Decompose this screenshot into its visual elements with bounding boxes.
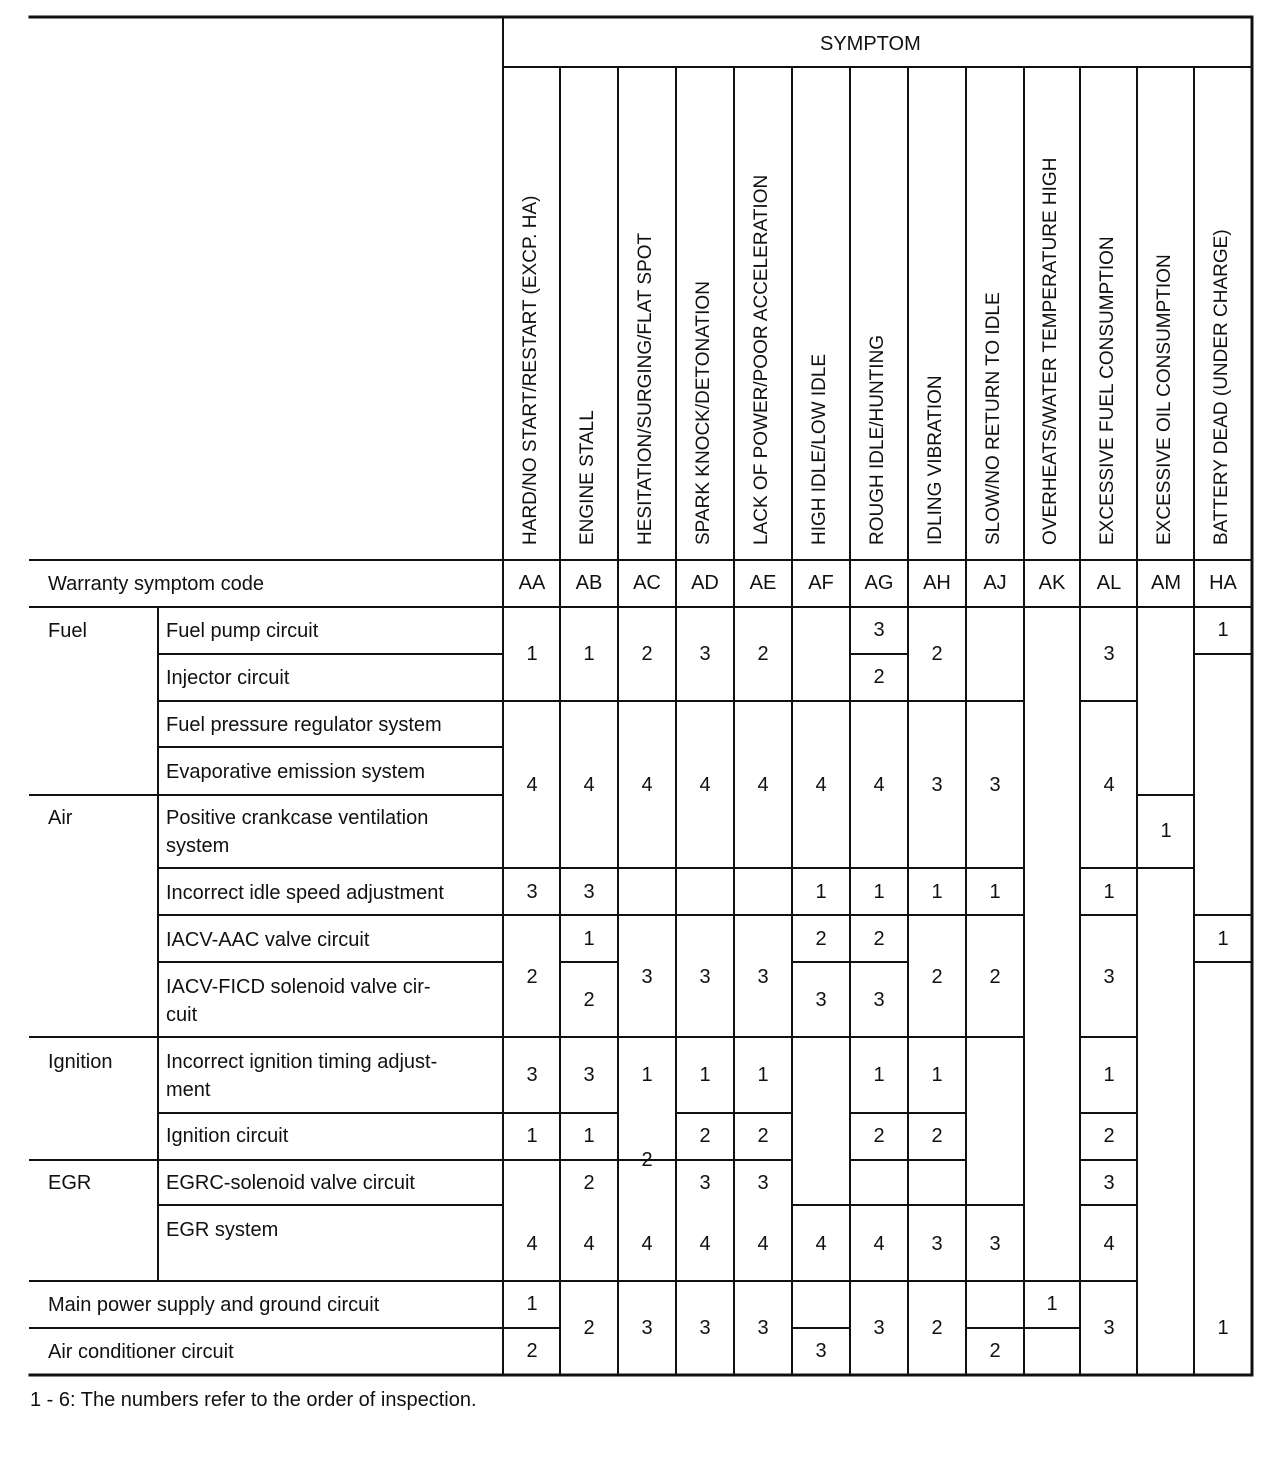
cell-value: 1	[1217, 1317, 1229, 1339]
cell-value: 2	[815, 928, 827, 950]
symptom-name-HA: BATTERY DEAD (UNDER CHARGE)	[1211, 229, 1232, 545]
item-iacv-aac: IACV-AAC valve circuit	[166, 929, 370, 951]
symptom-name-AH: IDLING VIBRATION	[925, 375, 946, 545]
cell-value: 3	[815, 1340, 827, 1362]
symptom-code-AD: AD	[691, 572, 719, 594]
cell-value: 2	[583, 989, 595, 1011]
cell-value: 2	[989, 1340, 1001, 1362]
cell-value: 1	[1046, 1293, 1058, 1315]
category-air: Air	[48, 807, 73, 829]
cell-value: 2	[641, 1149, 653, 1171]
cell-value: 4	[699, 1233, 711, 1255]
cell-value: 1	[757, 1064, 769, 1086]
cell-value: 4	[873, 774, 885, 796]
cell-value: 1	[931, 1064, 943, 1086]
symptom-code-AE: AE	[749, 572, 777, 594]
symptom-code-AG: AG	[864, 572, 894, 594]
cell-value: 2	[873, 666, 885, 688]
cell-value: 4	[526, 1233, 538, 1255]
cell-value: 1	[873, 1064, 885, 1086]
item-fuel-pump-circuit: Fuel pump circuit	[166, 620, 319, 642]
cell-value: 4	[526, 774, 538, 796]
cell-value: 3	[1103, 966, 1115, 988]
cell-value: 3	[931, 774, 943, 796]
cell-value: 4	[757, 774, 769, 796]
symptom-name-AE: LACK OF POWER/POOR ACCELERATION	[751, 174, 772, 545]
symptom-name-AK: OVERHEATS/WATER TEMPERATURE HIGH	[1040, 157, 1061, 545]
cell-value: 2	[757, 643, 769, 665]
cell-value: 1	[1217, 619, 1229, 641]
cell-value: 1	[526, 643, 538, 665]
cell-value: 2	[641, 643, 653, 665]
cell-value: 2	[931, 966, 943, 988]
item-egr-system: EGR system	[166, 1219, 279, 1241]
symptom-name-AC: HESITATION/SURGING/FLAT SPOT	[635, 232, 656, 545]
category-fuel: Fuel	[48, 620, 87, 642]
cell-value: 3	[873, 989, 885, 1011]
cell-value: 1	[815, 881, 827, 903]
item-fuel-pressure-regulator: Fuel pressure regulator system	[166, 714, 442, 736]
cell-value: 4	[583, 774, 595, 796]
item-egrc-solenoid: EGRC-solenoid valve circuit	[166, 1172, 415, 1194]
cell-value: 2	[583, 1317, 595, 1339]
cell-value: 4	[873, 1233, 885, 1255]
symptom-name-AA: HARD/NO START/RESTART (EXCP. HA)	[520, 195, 541, 545]
cell-value: 3	[815, 989, 827, 1011]
cell-value: 3	[757, 1317, 769, 1339]
cell-value: 3	[699, 966, 711, 988]
footnote: 1 - 6: The numbers refer to the order of inspection.	[30, 1389, 477, 1411]
item-iacv-ficd-line2: cuit	[166, 1004, 198, 1026]
symptom-code-HA: HA	[1209, 572, 1237, 594]
symptom-name-AJ: SLOW/NO RETURN TO IDLE	[983, 292, 1004, 545]
cell-value: 2	[873, 928, 885, 950]
cell-value: 3	[526, 1064, 538, 1086]
cell-value: 4	[815, 1233, 827, 1255]
cell-value: 3	[699, 1172, 711, 1194]
symptom-name-AL: EXCESSIVE FUEL CONSUMPTION	[1097, 236, 1118, 545]
cell-value: 1	[873, 881, 885, 903]
item-evaporative-emission: Evaporative emission system	[166, 761, 425, 783]
symptom-name-AF: HIGH IDLE/LOW IDLE	[809, 353, 830, 545]
cell-value: 3	[699, 643, 711, 665]
cell-value: 2	[526, 966, 538, 988]
symptom-name-AG: ROUGH IDLE/HUNTING	[867, 334, 888, 545]
cell-value: 4	[583, 1233, 595, 1255]
symptom-name-AM: EXCESSIVE OIL CONSUMPTION	[1154, 254, 1175, 545]
warranty-code-label: Warranty symptom code	[48, 573, 264, 595]
cell-value: 4	[699, 774, 711, 796]
symptom-code-AH: AH	[923, 572, 951, 594]
cell-value: 1	[583, 1125, 595, 1147]
cell-value: 3	[873, 619, 885, 641]
cell-value: 2	[989, 966, 1001, 988]
cell-value: 2	[526, 1340, 538, 1362]
item-iacv-ficd-line1: IACV-FICD solenoid valve cir-	[166, 976, 431, 998]
cell-value: 1	[931, 881, 943, 903]
cell-value: 3	[1103, 1172, 1115, 1194]
cell-value: 1	[989, 881, 1001, 903]
category-ignition: Ignition	[48, 1051, 113, 1073]
cell-value: 4	[641, 774, 653, 796]
cell-value: 4	[1103, 1233, 1115, 1255]
cell-value: 4	[757, 1233, 769, 1255]
item-pcv-line1: Positive crankcase ventilation	[166, 807, 429, 829]
cell-value: 2	[1103, 1125, 1115, 1147]
cell-value: 1	[1160, 820, 1172, 842]
symptom-code-AF: AF	[808, 572, 834, 594]
cell-value: 3	[641, 966, 653, 988]
category-egr: EGR	[48, 1172, 92, 1194]
cell-value: 3	[526, 881, 538, 903]
cell-value: 2	[699, 1125, 711, 1147]
cell-value: 3	[583, 881, 595, 903]
cell-value: 3	[641, 1317, 653, 1339]
cell-value: 1	[526, 1293, 538, 1315]
cell-value: 2	[757, 1125, 769, 1147]
symptom-group-header: SYMPTOM	[820, 33, 921, 55]
cell-value: 1	[641, 1064, 653, 1086]
cell-value: 4	[815, 774, 827, 796]
cell-value: 2	[931, 643, 943, 665]
cell-value: 4	[1103, 774, 1115, 796]
symptom-name-AB: ENGINE STALL	[577, 410, 598, 545]
item-air-conditioner: Air conditioner circuit	[48, 1341, 234, 1363]
item-idle-speed-adjustment: Incorrect idle speed adjustment	[166, 882, 444, 904]
cell-value: 1	[1217, 928, 1229, 950]
item-ignition-timing-line2: ment	[166, 1079, 211, 1101]
cell-value: 3	[1103, 643, 1115, 665]
cell-value: 3	[757, 1172, 769, 1194]
item-ignition-circuit: Ignition circuit	[166, 1125, 289, 1147]
symptom-code-AA: AA	[518, 572, 546, 594]
cell-value: 3	[931, 1233, 943, 1255]
item-main-power-supply: Main power supply and ground circuit	[48, 1294, 380, 1316]
item-ignition-timing-line1: Incorrect ignition timing adjust-	[166, 1051, 438, 1073]
cell-value: 1	[583, 928, 595, 950]
symptom-code-AL: AL	[1096, 572, 1122, 594]
cell-value: 4	[641, 1233, 653, 1255]
cell-value: 1	[699, 1064, 711, 1086]
symptom-name-AD: SPARK KNOCK/DETONATION	[693, 281, 714, 545]
cell-value: 1	[1103, 1064, 1115, 1086]
item-pcv-line2: system	[166, 835, 230, 857]
cell-value: 3	[583, 1064, 595, 1086]
cell-value: 3	[989, 1233, 1001, 1255]
cell-value: 2	[931, 1125, 943, 1147]
cell-value: 1	[583, 643, 595, 665]
cell-value: 2	[931, 1317, 943, 1339]
symptom-code-AB: AB	[575, 572, 603, 594]
symptom-code-AK: AK	[1038, 572, 1066, 594]
cell-value: 3	[989, 774, 1001, 796]
symptom-code-AM: AM	[1151, 572, 1181, 594]
cell-value: 1	[1103, 881, 1115, 903]
symptom-code-AC: AC	[633, 572, 661, 594]
cell-value: 3	[699, 1317, 711, 1339]
cell-value: 1	[526, 1125, 538, 1147]
cell-value: 3	[757, 966, 769, 988]
symptom-code-AJ: AJ	[983, 572, 1007, 594]
cell-value: 2	[583, 1172, 595, 1194]
cell-value: 3	[1103, 1317, 1115, 1339]
item-injector-circuit: Injector circuit	[166, 667, 290, 689]
cell-value: 3	[873, 1317, 885, 1339]
cell-value: 2	[873, 1125, 885, 1147]
